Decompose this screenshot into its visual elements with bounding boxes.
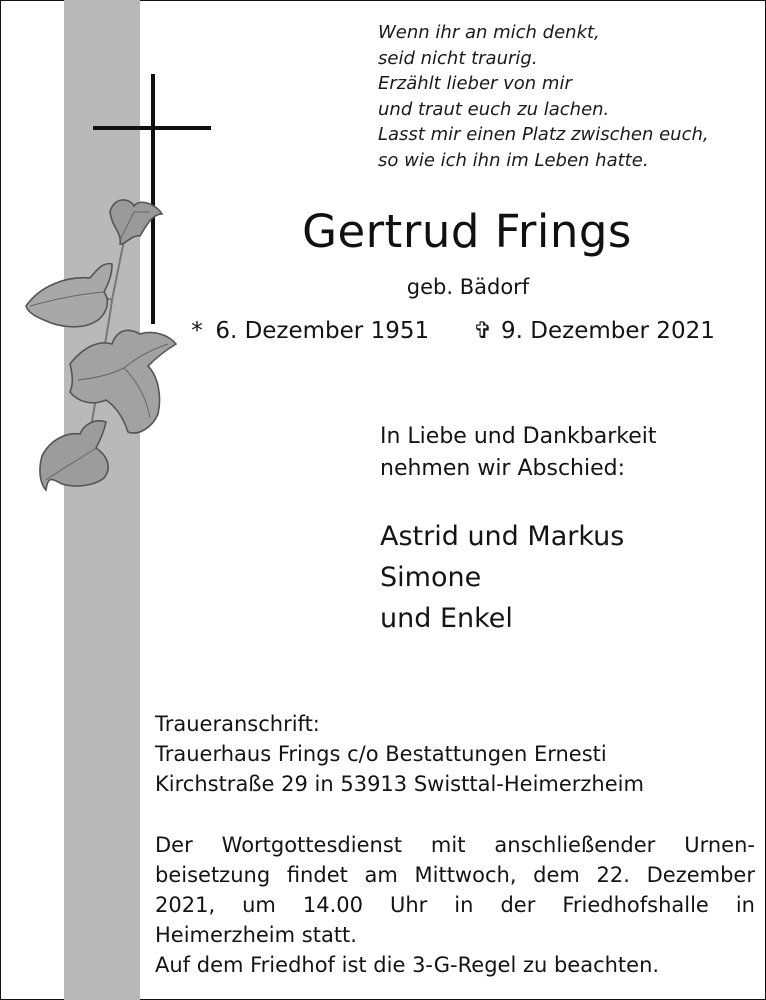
- mourning-address: [155, 709, 755, 799]
- service-line: Heimerzheim statt.: [155, 923, 357, 947]
- farewell-line: In Liebe und Dankbarkeit: [380, 424, 657, 449]
- farewell-line: nehmen wir Abschied:: [380, 456, 626, 481]
- deceased-name: Gertrud Frings: [302, 205, 632, 258]
- memorial-poem: [378, 20, 758, 173]
- death-date: 9. Dezember 2021: [501, 318, 715, 344]
- address-line: Trauerhaus Frings c/o Bestattungen Ernesti: [155, 742, 607, 766]
- farewell-message: [380, 421, 750, 485]
- service-line: Auf dem Friedhof ist die 3-G-Regel zu beachten.: [155, 953, 660, 977]
- poem-line: Lasst mir einen Platz zwischen euch,: [378, 124, 709, 145]
- family-line: und Enkel: [380, 603, 513, 634]
- poem-line: seid nicht traurig.: [378, 47, 538, 69]
- family-names: [380, 516, 750, 639]
- death-cross-icon: ✞: [473, 318, 493, 344]
- service-line: Der Wortgottesdienst mit anschließender Urnen-: [155, 833, 755, 857]
- poem-line: und traut euch zu lachen.: [378, 98, 610, 120]
- family-line: Simone: [380, 562, 482, 593]
- birth-star-icon: *: [191, 318, 203, 344]
- poem-line: Wenn ihr an mich denkt,: [378, 22, 600, 43]
- grey-vertical-band: [64, 0, 140, 1000]
- address-line: Kirchstraße 29 in 53913 Swisttal-Heimerzheim: [155, 772, 644, 796]
- birth-date: 6. Dezember 1951: [215, 318, 430, 344]
- service-information: [155, 830, 755, 980]
- poem-line: so wie ich ihn im Leben hatte.: [378, 149, 649, 171]
- service-line: beisetzung findet am Mittwoch, dem 22. Dezember: [155, 863, 755, 887]
- service-line: 2021, um 14.00 Uhr in der Friedhofshalle in: [155, 893, 755, 917]
- address-heading: Traueranschrift:: [155, 712, 320, 736]
- birth-name: geb. Bädorf: [406, 275, 530, 299]
- poem-line: Erzählt lieber von mir: [378, 73, 572, 94]
- family-line: Astrid und Markus: [380, 521, 625, 552]
- life-dates: [186, 315, 756, 347]
